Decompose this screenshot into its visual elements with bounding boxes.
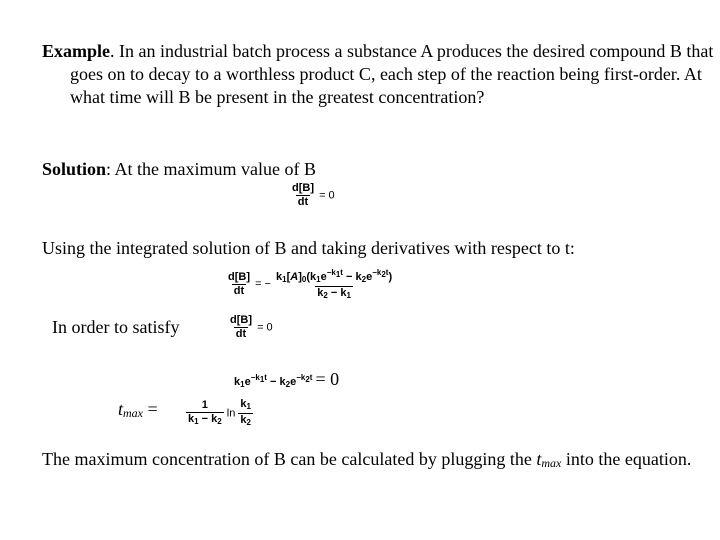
conclusion-paragraph: The maximum concentration of B can be calculated by plugging the $t_{max}$ into the equation. (42, 449, 692, 470)
solution-text: : At the maximum value of B (106, 159, 317, 179)
tmax-coef-denominator: $k_1 - k_2$ (188, 413, 222, 426)
solution-line (42, 158, 316, 180)
eq3-numerator: d[B] (230, 314, 252, 326)
eq1-denominator: dt (297, 196, 309, 208)
tmax-coef-numerator: 1 (201, 399, 208, 411)
eq1-rhs: = 0 (319, 189, 335, 202)
eq3-rhs: = 0 (257, 321, 273, 334)
eq2-rhs-denominator: $k_2 - k_1$ (317, 287, 351, 300)
eq2-equals: = − (255, 277, 271, 290)
eq1-numerator: d[B] (292, 182, 314, 194)
example-text: . In an industrial batch process a substance A produces the desired compound B that goes on to decay to a worthless product C, each step of the reaction being first-order. At what time will B be present in the greatest concentration? (70, 41, 714, 107)
equation-derivative-zero-condition (228, 314, 273, 341)
integrated-solution-line: Using the integrated solution of B and taking derivatives with respect to t: (42, 238, 575, 258)
eq3-denominator: dt (235, 328, 247, 340)
tmax-ratio-denominator: $k_2$ (240, 414, 251, 427)
equation-tmax (186, 398, 253, 429)
equation-derivative-expression (226, 266, 394, 302)
example-label: Example (42, 41, 111, 61)
eq2-lhs-denominator: dt (233, 284, 245, 297)
equation-derivative-zero (290, 182, 335, 209)
solution-label: Solution (42, 159, 107, 179)
eq2-lhs-numerator: d[B] (228, 270, 250, 283)
equation-exponential-balance (234, 369, 339, 391)
tmax-ln: ln (226, 407, 236, 420)
tmax-label: $t_{max}$ = (118, 399, 158, 420)
satisfy-line: In order to satisfy (52, 317, 180, 337)
eq4-expression: $k_1e^{-k_1t} - k_2e^{-k_2t}$ (234, 373, 313, 389)
eq2-rhs-numerator: $k_1[A]_0(k_1e^{-k_1t} - k_2e^{-k_2t})$ (276, 268, 393, 284)
eq4-rhs: = 0 (315, 369, 340, 389)
tmax-ratio-numerator: $k_1$ (240, 398, 251, 411)
example-paragraph (42, 40, 720, 109)
